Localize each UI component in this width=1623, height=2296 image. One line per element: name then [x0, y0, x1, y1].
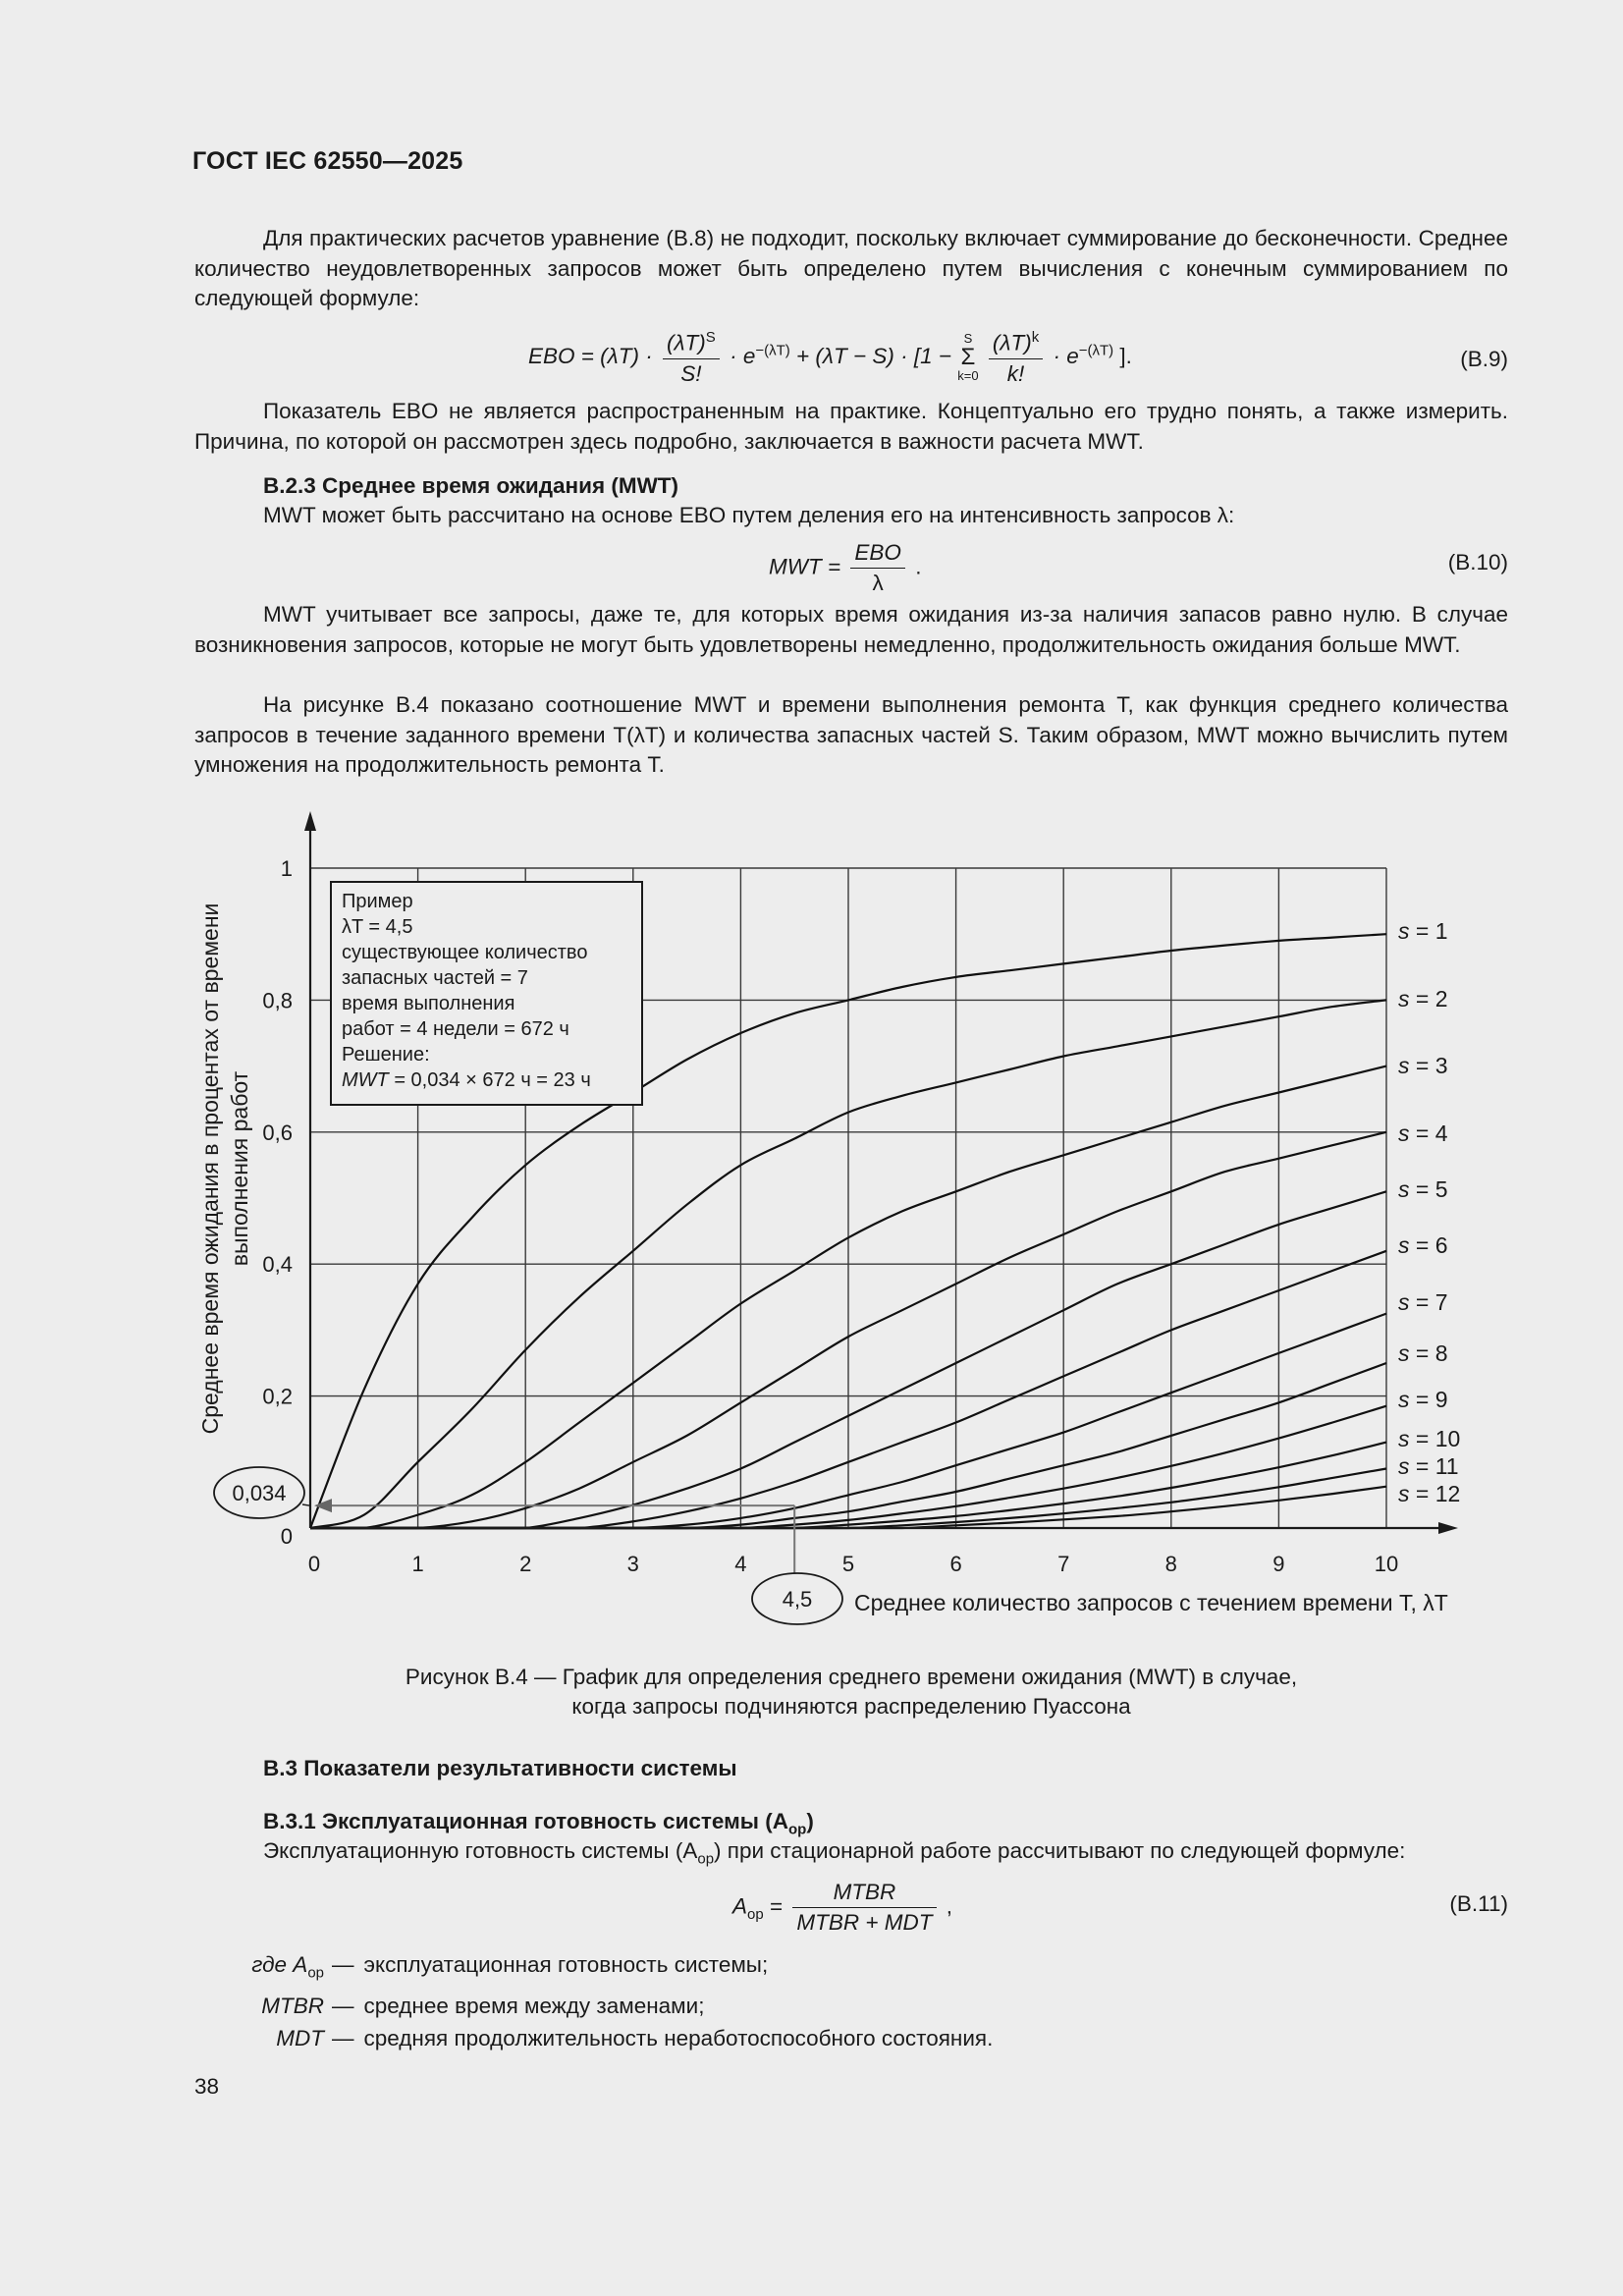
eq-b10-num: EBO	[854, 540, 901, 565]
equation-b11	[194, 1880, 1508, 1939]
definition-row	[187, 1948, 993, 1990]
x-axis-title: Среднее количество запросов с течением времени T, λT	[854, 1590, 1448, 1615]
example-box-line: MWT = 0,034 × 672 ч = 23 ч	[342, 1069, 591, 1091]
eq-b10-den: λ	[872, 571, 884, 595]
eq-b9-plus: + (λT − S) · [1 −	[796, 344, 952, 369]
y-tick-label: 0,2	[262, 1384, 293, 1409]
definition-row	[187, 1990, 993, 2022]
eq-b9-frac1-sup: S	[705, 329, 716, 346]
section-b23-title: B.2.3 Среднее время ожидания (MWT)	[263, 473, 679, 498]
section-b31-text-before: Эксплуатационную готовность системы (A	[263, 1838, 698, 1863]
series-label-s11: s = 11	[1398, 1453, 1459, 1479]
definition-term-sub: op	[307, 1964, 324, 1982]
y-axis-arrow	[304, 811, 316, 831]
chart-series-labels	[1398, 918, 1460, 1506]
example-box-line: Решение:	[342, 1044, 430, 1066]
section-b31-text	[263, 1838, 1405, 1868]
eq-b9-close: ].	[1119, 344, 1132, 369]
x-tick-label: 5	[841, 1552, 855, 1576]
series-label-s4: s = 4	[1398, 1121, 1448, 1146]
example-box-line: работ = 4 недели = 672 ч	[342, 1018, 569, 1040]
series-label-s9: s = 9	[1398, 1387, 1448, 1412]
x-tick-label: 7	[1057, 1552, 1070, 1576]
definition-text: средняя продолжительность неработоспособного состояния.	[363, 2025, 994, 2050]
eq-b11-tail: ,	[946, 1893, 953, 1919]
eq-b9-frac2-sup: k	[1031, 329, 1040, 346]
definition-dash: —	[332, 2025, 354, 2050]
definitions-list	[187, 1948, 993, 2054]
example-box-line: время выполнения	[342, 993, 515, 1014]
example-box-line: запасных частей = 7	[342, 967, 528, 989]
y-tick-label: 0,8	[262, 988, 293, 1013]
x-tick-label: 2	[519, 1552, 532, 1576]
eq-b9-lhs: EBO = (λT) ·	[528, 344, 653, 369]
equation-b9-number: (B.9)	[1460, 347, 1508, 371]
definition-term	[187, 2022, 332, 2054]
definition-dash: —	[332, 1952, 354, 1977]
section-b31-text-after: ) при стационарной работе рассчитывают по следующей формуле:	[714, 1838, 1406, 1863]
eq-b10-tail: .	[915, 554, 922, 579]
eq-b10-lhs: MWT =	[769, 554, 841, 579]
series-label-s2: s = 2	[1398, 986, 1448, 1011]
example-box-line: Пример	[342, 891, 413, 912]
equation-b11-number: (B.11)	[1449, 1891, 1508, 1916]
section-b31-text-sub: op	[697, 1850, 715, 1868]
y-axis-title-line1: Среднее время ожидания в процентах от времени	[197, 902, 223, 1435]
y-tick-label: 0	[280, 1524, 293, 1549]
section-b23-text: MWT может быть рассчитано на основе EBO путем деления его на интенсивность запросов λ:	[263, 503, 1235, 527]
y-tick-label: 0,4	[262, 1252, 293, 1278]
annotation-y-value: 0,034	[232, 1481, 287, 1505]
eq-b11-num: MTBR	[833, 1880, 896, 1904]
section-b3-title: B.3 Показатели результативности системы	[263, 1756, 737, 1780]
series-label-s8: s = 8	[1398, 1340, 1448, 1366]
x-tick-label: 9	[1272, 1552, 1285, 1576]
eq-b11-lhs-sub: op	[747, 1905, 764, 1923]
eq-b11-den: MTBR + MDT	[796, 1910, 933, 1935]
definition-dash: —	[332, 1993, 354, 2018]
x-tick-label: 1	[411, 1552, 424, 1576]
eq-b9-exp2-sup: −(λT)	[1078, 342, 1114, 359]
x-tick-label: 3	[626, 1552, 639, 1576]
definition-term	[187, 1948, 332, 1990]
eq-b9-frac1-den: S!	[680, 360, 702, 386]
eq-b9-exp1-sup: −(λT)	[755, 342, 790, 359]
series-label-s12: s = 12	[1398, 1481, 1461, 1506]
definition-term	[187, 1990, 332, 2022]
x-tick-label: 6	[949, 1552, 962, 1576]
x-tick-label: 10	[1374, 1552, 1399, 1576]
section-b31-title-sub: op	[788, 1821, 807, 1838]
eq-b9-frac2-den: k!	[1006, 360, 1025, 386]
definition-row	[187, 2022, 993, 2054]
paragraph-intro: Для практических расчетов уравнение (B.8) не подходит, поскольку включает суммирование до бесконечности. Среднее количество неудовлетворенных запросов может быть определено путем вычисления с конечным суммированием по следующей формуле:	[194, 226, 1508, 310]
page-number: 38	[194, 2074, 220, 2099]
document-header: ГОСТ IEC 62550—2025	[192, 147, 463, 175]
paragraph-figure-ref: На рисунке B.4 показано соотношение MWT и времени выполнения ремонта T, как функция среднего количества запросов в течение заданного времени T(λT) и количества запасных частей S. Таким образом, MWT можно вычислить путем умножения на продолжительность ремонта T.	[194, 692, 1508, 777]
x-axis-arrow	[1438, 1522, 1458, 1534]
example-box-line: λT = 4,5	[342, 916, 413, 938]
section-b31-title	[263, 1809, 814, 1838]
eq-b9-exp2: · e	[1053, 344, 1079, 369]
eq-b11-lhs: A	[732, 1893, 748, 1919]
eq-b11-frac	[792, 1880, 936, 1936]
y-tick-label: 1	[280, 856, 293, 881]
y-axis-title-line2: выполнения работ	[227, 1070, 252, 1267]
eq-b9-exp1: · e	[730, 344, 756, 369]
eq-b9-frac1-num: (λT)	[666, 330, 706, 355]
eq-b11-equals: =	[769, 1893, 784, 1919]
eq-b9-sum-sup: S	[963, 331, 973, 347]
definition-term-text: где A	[251, 1952, 308, 1977]
section-b31-title-text: B.3.1 Эксплуатационная готовность системы (A	[263, 1809, 789, 1833]
eq-b9-frac2-num: (λT)	[992, 330, 1032, 355]
example-box-line: существующее количество	[342, 942, 588, 963]
annotation-guides	[302, 1499, 794, 1573]
equation-b10-number: (B.10)	[1447, 550, 1508, 574]
series-label-s3: s = 3	[1398, 1053, 1448, 1078]
paragraph-mwt: MWT учитывает все запросы, даже те, для которых время ожидания из-за наличия запасов равно нулю. В случае возникновения запросов, которые не могут быть удовлетворены немедленно, продолжительность ожидания больше MWT.	[194, 602, 1508, 657]
paragraph-ebo: Показатель EBO не является распространенным на практике. Концептуально его трудно понять, а также измерить. Причина, по которой он рассмотрен здесь подробно, заключается в важности расчета MWT.	[194, 399, 1508, 454]
series-label-s1: s = 1	[1398, 918, 1448, 944]
x-tick-label: 4	[734, 1552, 747, 1576]
section-b31-title-close: )	[806, 1809, 814, 1833]
definition-term-text: MDT	[276, 2025, 324, 2050]
eq-b9-sum-sub: k=0	[957, 368, 979, 384]
definition-text: эксплуатационная готовность системы;	[363, 1952, 769, 1977]
eq-b9-sum-sigma: Σ	[960, 344, 976, 371]
x-tick-label: 0	[307, 1552, 321, 1576]
y-tick-label: 0,6	[262, 1120, 293, 1145]
annotation-y-leader	[302, 1504, 310, 1505]
series-label-s6: s = 6	[1398, 1232, 1448, 1258]
figure-caption-line2: когда запросы подчиняются распределению Пуассона	[571, 1694, 1131, 1719]
definition-term-text: MTBR	[261, 1993, 324, 2018]
series-label-s5: s = 5	[1398, 1176, 1448, 1202]
equation-b11-body	[732, 1880, 952, 1936]
x-tick-label: 8	[1164, 1552, 1177, 1576]
series-label-s7: s = 7	[1398, 1289, 1448, 1315]
definition-text: среднее время между заменами;	[363, 1993, 705, 2018]
annotation-x-value: 4,5	[782, 1587, 813, 1612]
figure-caption-line1: Рисунок B.4 — График для определения среднего времени ожидания (MWT) в случае,	[405, 1665, 1298, 1689]
series-label-s10: s = 10	[1398, 1426, 1461, 1451]
